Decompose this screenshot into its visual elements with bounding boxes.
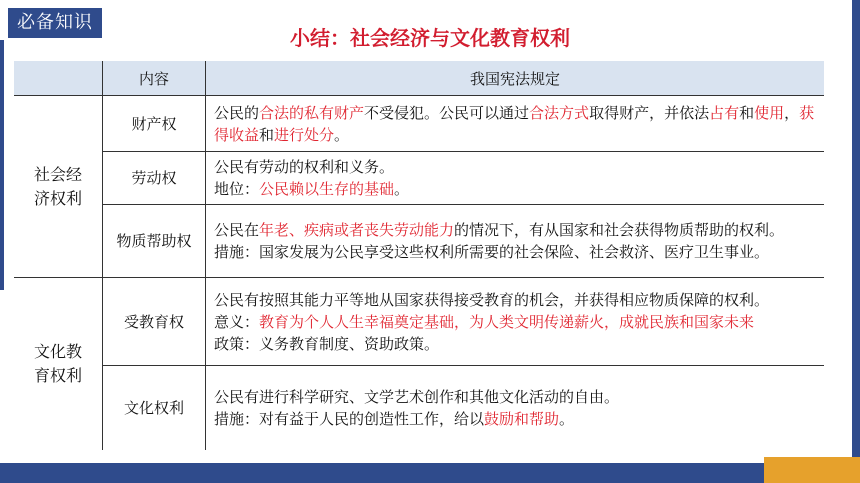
page-title: 小结：社会经济与文化教育权利 bbox=[290, 26, 570, 50]
body-text: 公民在 bbox=[214, 221, 260, 239]
body-text: 公民的 bbox=[214, 103, 260, 122]
description-line bbox=[214, 156, 818, 178]
frame-right-bar bbox=[852, 0, 860, 483]
row-item-label: 文化权利 bbox=[103, 366, 206, 450]
table-row bbox=[14, 205, 824, 278]
table-row bbox=[14, 366, 824, 450]
body-text: 。 bbox=[559, 409, 575, 428]
header-content: 内容 bbox=[103, 61, 206, 96]
rights-table bbox=[14, 61, 824, 450]
highlight-text: 占有 bbox=[709, 103, 740, 122]
description-line bbox=[214, 333, 818, 355]
row-description bbox=[206, 366, 825, 450]
body-text: 和 bbox=[259, 125, 275, 144]
table-row bbox=[14, 96, 824, 152]
body-text: 措施：对有益于人民的创造性工作，给以 bbox=[214, 409, 485, 428]
body-text: 地位： bbox=[214, 180, 260, 198]
frame-left-bar bbox=[0, 40, 4, 290]
table-row bbox=[14, 278, 824, 366]
body-text: 公民有进行科学研究、文学艺术创作和其他文化活动的自由。 bbox=[214, 387, 620, 406]
footer-accent bbox=[764, 457, 860, 483]
highlight-text: 获得收益 bbox=[214, 103, 815, 144]
section-badge: 必备知识 bbox=[8, 8, 102, 38]
description-line bbox=[214, 408, 818, 430]
body-text: 的情况下，有从国家和社会获得物质帮助的权利。 bbox=[454, 221, 785, 239]
group-label: 社会经济权利 bbox=[14, 96, 103, 278]
body-text: 不受侵犯。公民可以通过 bbox=[364, 103, 530, 122]
description-line bbox=[214, 178, 818, 200]
highlight-text: 进行处分 bbox=[274, 125, 335, 144]
row-description bbox=[206, 96, 825, 152]
highlight-text: 鼓励和帮助 bbox=[484, 409, 560, 428]
body-text: 意义： bbox=[214, 312, 260, 331]
footer-bar bbox=[0, 463, 860, 483]
description-line bbox=[214, 241, 818, 263]
highlight-text: 公民赖以生存的基础 bbox=[259, 180, 395, 198]
body-text: 和 bbox=[739, 103, 755, 122]
body-text: 政策：义务教育制度、资助政策。 bbox=[214, 334, 440, 353]
row-description bbox=[206, 205, 825, 278]
description-line bbox=[214, 289, 818, 311]
description-line bbox=[214, 386, 818, 408]
row-item-label: 受教育权 bbox=[103, 278, 206, 366]
row-item-label: 财产权 bbox=[103, 96, 206, 152]
body-text: ， bbox=[784, 103, 800, 122]
description-line bbox=[214, 219, 818, 241]
highlight-text: 合法的私有财产 bbox=[259, 103, 365, 122]
body-text: 取得财产，并依法 bbox=[589, 103, 710, 122]
header-blank bbox=[14, 61, 103, 96]
body-text: 公民有按照其能力平等地从国家获得接受教育的机会，并获得相应物质保障的权利。 bbox=[214, 290, 770, 309]
highlight-text: 使用 bbox=[754, 103, 785, 122]
row-description bbox=[206, 152, 825, 205]
row-item-label: 劳动权 bbox=[103, 152, 206, 205]
body-text: 公民有劳动的权利和义务。 bbox=[214, 158, 395, 176]
table-header-row bbox=[14, 61, 824, 96]
row-description bbox=[206, 278, 825, 366]
table-row bbox=[14, 152, 824, 205]
highlight-text: 年老、疾病或者丧失劳动能力 bbox=[259, 221, 455, 239]
row-item-label: 物质帮助权 bbox=[103, 205, 206, 278]
body-text: 措施：国家发展为公民享受这些权利所需要的社会保险、社会救济、医疗卫生事业。 bbox=[214, 243, 770, 261]
group-label: 文化教育权利 bbox=[14, 278, 103, 450]
body-text: 。 bbox=[334, 125, 350, 144]
body-text: 。 bbox=[394, 180, 410, 198]
highlight-text: 合法方式 bbox=[529, 103, 590, 122]
header-constitution: 我国宪法规定 bbox=[206, 61, 825, 96]
description-line bbox=[214, 311, 818, 333]
description-line bbox=[214, 102, 818, 146]
highlight-text: 教育为个人人生幸福奠定基础，为人类文明传递薪火，成就民族和国家未来 bbox=[259, 312, 755, 331]
